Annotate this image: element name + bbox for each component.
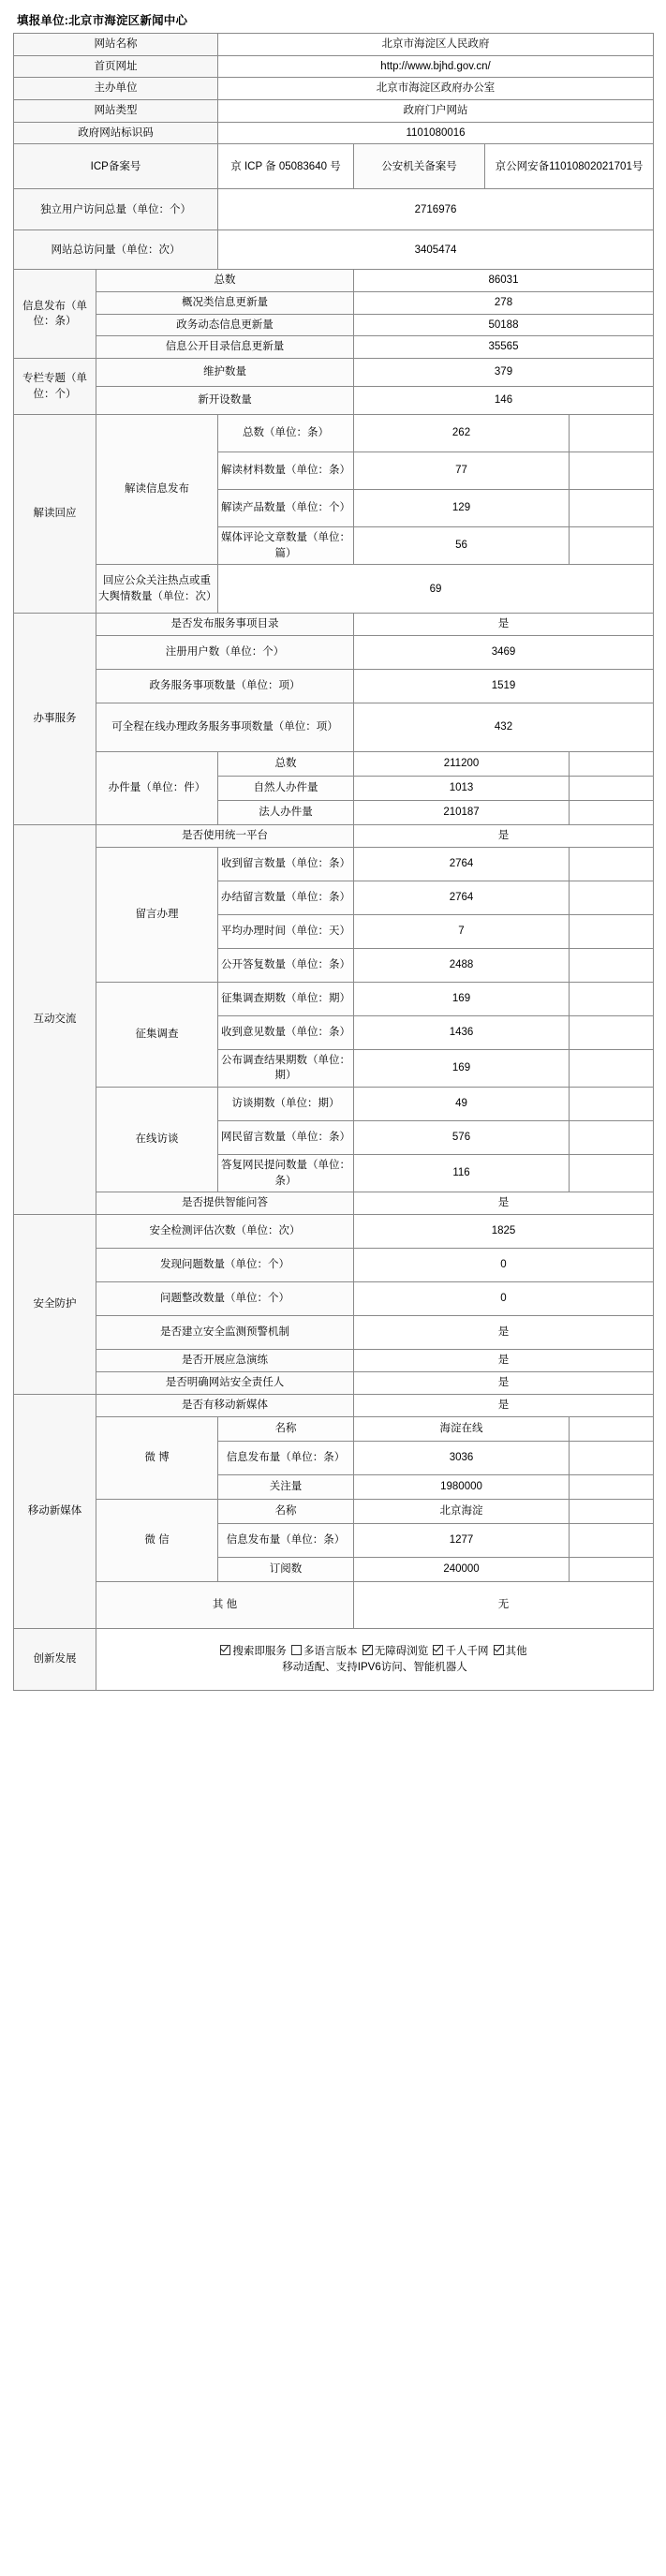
smart-qa-label: 是否提供智能问答 bbox=[96, 1192, 354, 1215]
table-row bbox=[14, 387, 654, 415]
table-row-unique-visitors bbox=[14, 189, 654, 230]
row-value: 379 bbox=[354, 359, 654, 387]
innovation-option-1[interactable] bbox=[220, 1646, 287, 1657]
row-value: 1825 bbox=[354, 1215, 654, 1249]
row-value: 北京海淀 bbox=[354, 1500, 570, 1524]
row-value: 116 bbox=[354, 1155, 570, 1192]
row-value: 240000 bbox=[354, 1558, 570, 1582]
row-label: 问题整改数量（单位：个） bbox=[96, 1282, 354, 1316]
innovation-option-label: 搜索即服务 bbox=[232, 1645, 287, 1657]
survey-label: 征集调查 bbox=[96, 982, 218, 1087]
table-row bbox=[14, 1249, 654, 1282]
row-label: 政府网站标识码 bbox=[14, 122, 218, 144]
group-service: 办事服务 bbox=[14, 614, 96, 825]
unique-visitors-label: 独立用户访问总量（单位：个） bbox=[14, 189, 218, 230]
row-value: 2488 bbox=[354, 948, 570, 982]
table-row bbox=[14, 1088, 654, 1121]
total-visits-value: 3405474 bbox=[218, 230, 654, 270]
other-media-value: 无 bbox=[354, 1582, 654, 1629]
row-value: 1436 bbox=[354, 1015, 570, 1049]
row-label: 访谈期数（单位：期） bbox=[218, 1088, 354, 1121]
table-row bbox=[14, 78, 654, 100]
row-label: 自然人办件量 bbox=[218, 777, 354, 801]
row-label: 答复网民提问数量（单位：条） bbox=[218, 1155, 354, 1192]
row-value: 3469 bbox=[354, 636, 654, 670]
row-value: 210187 bbox=[354, 801, 570, 825]
table-row bbox=[14, 359, 654, 387]
public-response-label: 回应公众关注热点或重大舆情数量（单位：次） bbox=[96, 565, 218, 614]
table-row bbox=[14, 825, 654, 848]
row-value: 1277 bbox=[354, 1524, 570, 1558]
innovation-option-label: 无障碍浏览 bbox=[374, 1645, 429, 1657]
row-value: 7 bbox=[354, 914, 570, 948]
table-row bbox=[14, 1500, 654, 1524]
police-record-label: 公安机关备案号 bbox=[354, 144, 485, 189]
row-value: 169 bbox=[354, 982, 570, 1015]
table-row bbox=[14, 1372, 654, 1395]
checkbox-unchecked-icon[interactable] bbox=[291, 1645, 302, 1655]
table-row bbox=[14, 55, 654, 78]
row-value: 3036 bbox=[354, 1442, 570, 1475]
wechat-label: 微 信 bbox=[96, 1500, 218, 1582]
row-label: 媒体评论文章数量（单位：篇） bbox=[218, 527, 354, 565]
innovation-option-3[interactable] bbox=[363, 1646, 429, 1657]
row-label: 是否明确网站安全责任人 bbox=[96, 1372, 354, 1395]
row-value: 是 bbox=[354, 1316, 654, 1350]
row-label: 首页网址 bbox=[14, 55, 218, 78]
table-row-icp bbox=[14, 144, 654, 189]
row-label: 订阅数 bbox=[218, 1558, 354, 1582]
row-value: 北京市海淀区人民政府 bbox=[218, 34, 654, 56]
table-row bbox=[14, 1350, 654, 1372]
table-row bbox=[14, 982, 654, 1015]
row-label: 网站类型 bbox=[14, 100, 218, 123]
smart-qa-value: 是 bbox=[354, 1192, 654, 1215]
online-interview-label: 在线访谈 bbox=[96, 1088, 218, 1192]
table-row bbox=[14, 703, 654, 752]
message-handling-label: 留言办理 bbox=[96, 847, 218, 982]
row-label: 收到意见数量（单位：条） bbox=[218, 1015, 354, 1049]
group-interpretation: 解读回应 bbox=[14, 415, 96, 614]
innovation-detail-text: 移动适配、支持IPV6访问、智能机器人 bbox=[282, 1661, 467, 1673]
table-row bbox=[14, 614, 654, 636]
table-row bbox=[14, 636, 654, 670]
table-row bbox=[14, 292, 654, 315]
row-value: http://www.bjhd.gov.cn/ bbox=[218, 55, 654, 78]
row-value: 211200 bbox=[354, 752, 570, 777]
table-row bbox=[14, 670, 654, 703]
row-value: 1519 bbox=[354, 670, 654, 703]
row-label: 是否发布服务事项目录 bbox=[96, 614, 354, 636]
row-label: 注册用户数（单位：个） bbox=[96, 636, 354, 670]
table-row bbox=[14, 1215, 654, 1249]
table-row bbox=[14, 1395, 654, 1417]
row-value: 2764 bbox=[354, 847, 570, 881]
row-label: 政务服务事项数量（单位：项） bbox=[96, 670, 354, 703]
total-visits-label: 网站总访问量（单位：次） bbox=[14, 230, 218, 270]
row-value: 146 bbox=[354, 387, 654, 415]
icp-value: 京 ICP 备 05083640 号 bbox=[218, 144, 354, 189]
row-value: 0 bbox=[354, 1282, 654, 1316]
innovation-option-2[interactable] bbox=[291, 1646, 358, 1657]
table-row bbox=[14, 847, 654, 881]
row-label: 新开设数量 bbox=[96, 387, 354, 415]
innovation-option-4[interactable] bbox=[433, 1646, 488, 1657]
unified-platform-label: 是否使用统一平台 bbox=[96, 825, 354, 848]
row-value: 49 bbox=[354, 1088, 570, 1121]
table-row bbox=[14, 336, 654, 359]
row-label: 安全检测评估次数（单位：次） bbox=[96, 1215, 354, 1249]
other-media-label: 其 他 bbox=[96, 1582, 354, 1629]
row-label: 可全程在线办理政务服务事项数量（单位：项） bbox=[96, 703, 354, 752]
checkbox-checked-icon[interactable] bbox=[220, 1645, 230, 1655]
row-value: 278 bbox=[354, 292, 654, 315]
group-interaction: 互动交流 bbox=[14, 825, 96, 1215]
unique-visitors-value: 2716976 bbox=[218, 189, 654, 230]
police-record-value: 京公网安备11010802021701号 bbox=[485, 144, 654, 189]
service-volume-label: 办件量（单位：件） bbox=[96, 752, 218, 825]
innovation-option-label: 千人千网 bbox=[445, 1645, 489, 1657]
row-label: 收到留言数量（单位：条） bbox=[218, 847, 354, 881]
has-new-media-value: 是 bbox=[354, 1395, 654, 1417]
table-row bbox=[14, 1582, 654, 1629]
table-row bbox=[14, 1192, 654, 1215]
row-label: 政务动态信息更新量 bbox=[96, 314, 354, 336]
row-label: 解读产品数量（单位：个） bbox=[218, 490, 354, 527]
table-row-total-visits bbox=[14, 230, 654, 270]
table-row bbox=[14, 314, 654, 336]
group-new-media: 移动新媒体 bbox=[14, 1395, 96, 1629]
table-row bbox=[14, 1316, 654, 1350]
checkbox-checked-icon[interactable] bbox=[363, 1645, 373, 1655]
row-value: 129 bbox=[354, 490, 570, 527]
row-label: 征集调查期数（单位：期） bbox=[218, 982, 354, 1015]
row-label: 是否建立安全监测预警机制 bbox=[96, 1316, 354, 1350]
row-value: 50188 bbox=[354, 314, 654, 336]
row-value: 是 bbox=[354, 614, 654, 636]
table-row-innovation bbox=[14, 1629, 654, 1691]
row-value: 北京市海淀区政府办公室 bbox=[218, 78, 654, 100]
row-value: 0 bbox=[354, 1249, 654, 1282]
row-label: 名称 bbox=[218, 1417, 354, 1442]
row-value: 262 bbox=[354, 415, 570, 452]
row-label: 公布调查结果期数（单位：期） bbox=[218, 1049, 354, 1087]
group-columns: 专栏专题（单位：个） bbox=[14, 359, 96, 415]
group-security: 安全防护 bbox=[14, 1215, 96, 1395]
row-value: 政府门户网站 bbox=[218, 100, 654, 123]
row-value: 2764 bbox=[354, 881, 570, 914]
row-value: 77 bbox=[354, 452, 570, 490]
has-new-media-label: 是否有移动新媒体 bbox=[96, 1395, 354, 1417]
weibo-label: 微 博 bbox=[96, 1417, 218, 1500]
public-response-value: 69 bbox=[218, 565, 654, 614]
table-row bbox=[14, 1282, 654, 1316]
group-info-release: 信息发布（单位：条） bbox=[14, 270, 96, 359]
row-label: 信息发布量（单位：条） bbox=[218, 1442, 354, 1475]
row-label: 信息发布量（单位：条） bbox=[218, 1524, 354, 1558]
row-label: 网民留言数量（单位：条） bbox=[218, 1121, 354, 1155]
reporting-unit: 填报单位:北京市海淀区新闻中心 bbox=[17, 14, 188, 27]
row-label: 概况类信息更新量 bbox=[96, 292, 354, 315]
table-row bbox=[14, 122, 654, 144]
row-label: 主办单位 bbox=[14, 78, 218, 100]
row-label: 总数 bbox=[96, 270, 354, 292]
checkbox-checked-icon[interactable] bbox=[494, 1645, 504, 1655]
table-row bbox=[14, 752, 654, 777]
innovation-option-label: 其他 bbox=[505, 1645, 527, 1657]
icp-label: ICP备案号 bbox=[14, 144, 218, 189]
row-value: 是 bbox=[354, 1372, 654, 1395]
row-label: 信息公开目录信息更新量 bbox=[96, 336, 354, 359]
table-row bbox=[14, 415, 654, 452]
row-label: 总数 bbox=[218, 752, 354, 777]
row-label: 维护数量 bbox=[96, 359, 354, 387]
row-value: 432 bbox=[354, 703, 654, 752]
unified-platform-value: 是 bbox=[354, 825, 654, 848]
row-value: 1101080016 bbox=[218, 122, 654, 144]
innovation-option-label: 多语言版本 bbox=[303, 1645, 358, 1657]
row-label: 法人办件量 bbox=[218, 801, 354, 825]
row-value: 1980000 bbox=[354, 1475, 570, 1500]
row-value: 169 bbox=[354, 1049, 570, 1087]
row-value: 86031 bbox=[354, 270, 654, 292]
checkbox-checked-icon[interactable] bbox=[433, 1645, 443, 1655]
table-row bbox=[14, 565, 654, 614]
row-label: 关注量 bbox=[218, 1475, 354, 1500]
table-row bbox=[14, 34, 654, 56]
row-label: 公开答复数量（单位：条） bbox=[218, 948, 354, 982]
row-label: 网站名称 bbox=[14, 34, 218, 56]
row-label: 办结留言数量（单位：条） bbox=[218, 881, 354, 914]
row-label: 名称 bbox=[218, 1500, 354, 1524]
row-label: 平均办理时间（单位：天） bbox=[218, 914, 354, 948]
row-value: 576 bbox=[354, 1121, 570, 1155]
government-website-report-table bbox=[13, 33, 654, 1691]
interpretation-release-label: 解读信息发布 bbox=[96, 415, 218, 565]
row-label: 是否开展应急演练 bbox=[96, 1350, 354, 1372]
group-innovation: 创新发展 bbox=[14, 1629, 96, 1691]
row-value: 1013 bbox=[354, 777, 570, 801]
table-row bbox=[14, 270, 654, 292]
table-row bbox=[14, 1417, 654, 1442]
innovation-options bbox=[96, 1629, 654, 1691]
row-value: 35565 bbox=[354, 336, 654, 359]
row-label: 发现问题数量（单位：个） bbox=[96, 1249, 354, 1282]
row-value: 是 bbox=[354, 1350, 654, 1372]
row-value: 56 bbox=[354, 527, 570, 565]
row-value: 海淀在线 bbox=[354, 1417, 570, 1442]
table-row bbox=[14, 100, 654, 123]
row-label: 总数（单位：条） bbox=[218, 415, 354, 452]
row-label: 解读材料数量（单位：条） bbox=[218, 452, 354, 490]
innovation-option-5[interactable] bbox=[494, 1646, 527, 1657]
